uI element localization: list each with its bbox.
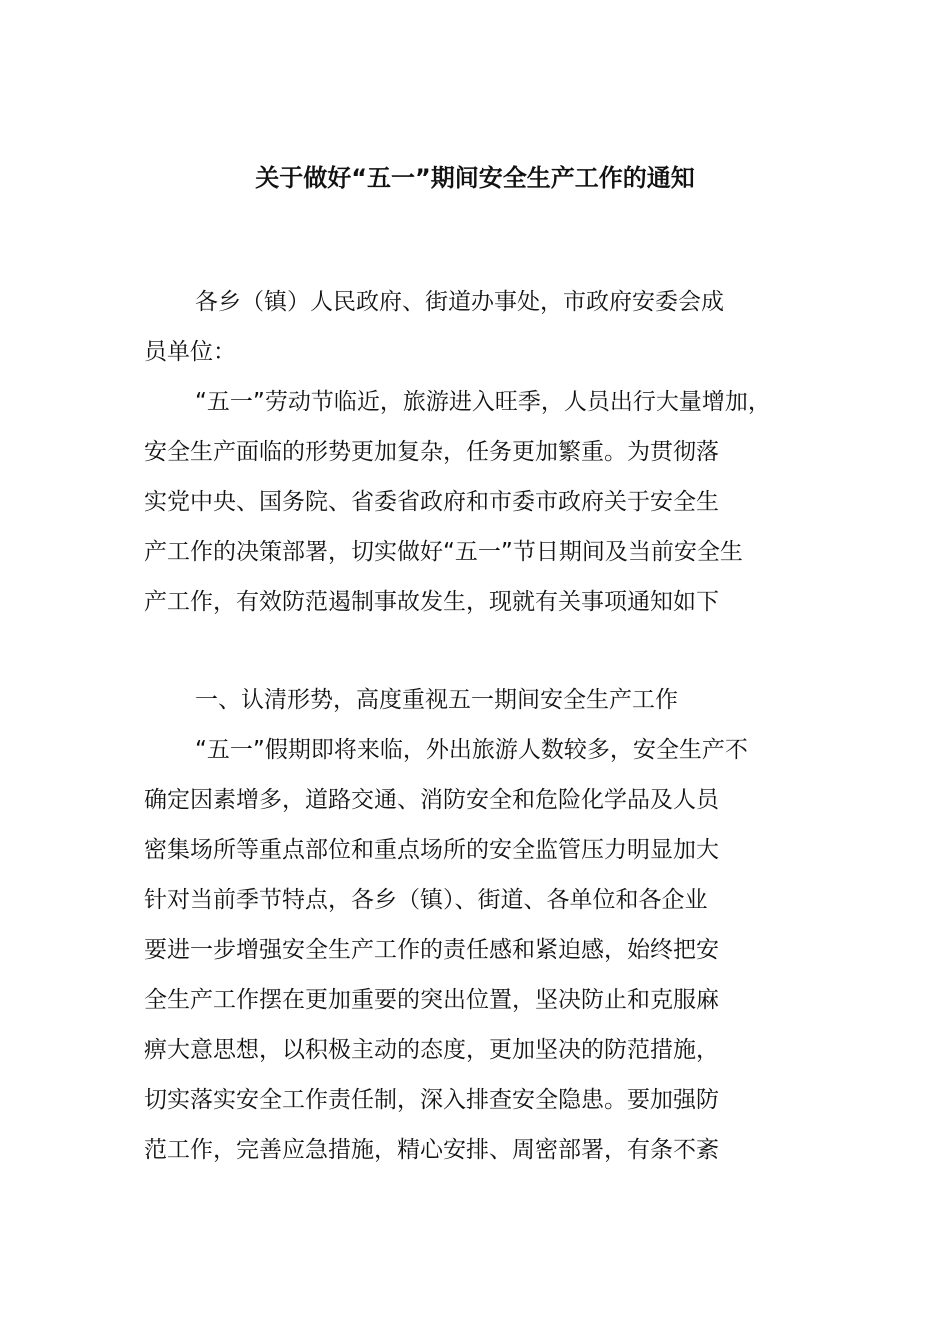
- body-line: 确定因素增多，道路交通、消防安全和危险化学品及人员: [144, 787, 719, 813]
- intro-line: 实党中央、国务院、省委省政府和市委市政府关于安全生: [144, 489, 719, 515]
- salutation-line: 各乡（镇）人民政府、街道办事处，市政府安委会成: [195, 289, 724, 315]
- body-line: 全生产工作摆在更加重要的突出位置，坚决防止和克服麻: [144, 987, 719, 1013]
- body-line: 密集场所等重点部位和重点场所的安全监管压力明显加大: [144, 837, 719, 863]
- document-title: 关于做好“五一”期间安全生产工作的通知: [255, 164, 695, 192]
- body-line: 要进一步增强安全生产工作的责任感和紧迫感，始终把安: [144, 937, 719, 963]
- body-line: 痹大意思想，以积极主动的态度，更加坚决的防范措施，: [144, 1037, 719, 1063]
- intro-line: “五一”劳动节临近，旅游进入旺季，人员出行大量增加，: [195, 389, 771, 415]
- intro-line: 产工作的决策部署，切实做好“五一”节日期间及当前安全生: [144, 539, 743, 565]
- body-line: “五一”假期即将来临，外出旅游人数较多，安全生产不: [195, 737, 748, 763]
- salutation-line: 员单位：: [144, 339, 236, 365]
- intro-line: 产工作，有效防范遏制事故发生，现就有关事项通知如下: [144, 589, 719, 615]
- section-heading: 一、认清形势，高度重视五一期间安全生产工作: [195, 687, 678, 713]
- body-line: 范工作，完善应急措施，精心安排、周密部署，有条不紊: [144, 1137, 719, 1163]
- intro-line: 安全生产面临的形势更加复杂，任务更加繁重。为贯彻落: [144, 439, 719, 465]
- body-line: 针对当前季节特点，各乡（镇）、街道、各单位和各企业: [144, 887, 708, 913]
- body-line: 切实落实安全工作责任制，深入排查安全隐患。要加强防: [144, 1087, 719, 1113]
